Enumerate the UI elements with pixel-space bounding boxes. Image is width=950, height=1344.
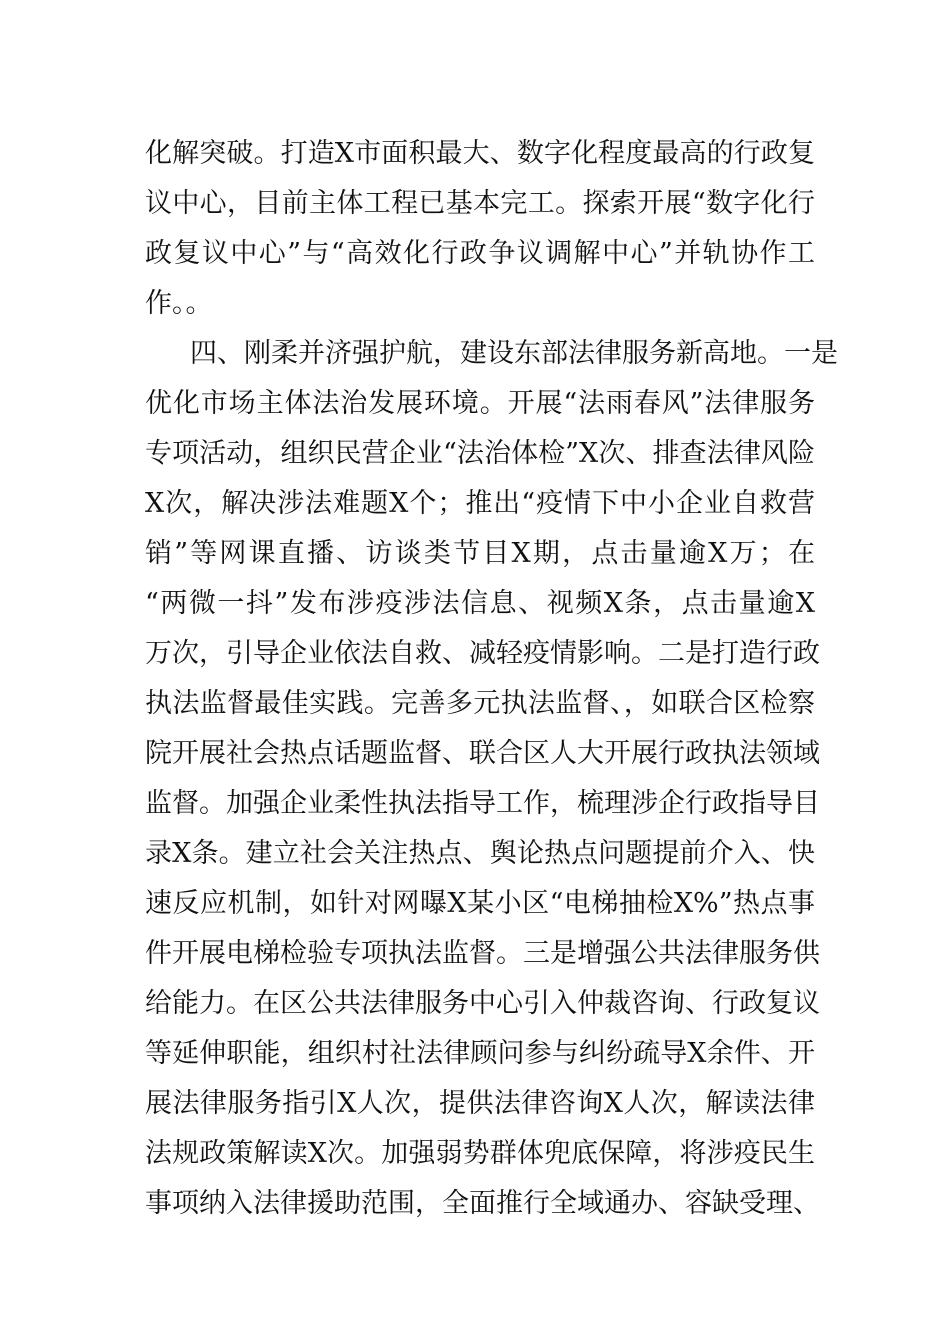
text-line: 法规政策解读X次。加强弱势群体兜底保障，将涉疫民生 [145, 1138, 815, 1169]
text-line: 政复议中心”与“高效化行政争议调解中心”并轨协作工 [145, 238, 815, 269]
text-line: 速反应机制，如针对网曝X某小区“电梯抽检X%”热点事 [145, 888, 815, 919]
text-line: 件开展电梯检验专项执法监督。三是增强公共法律服务供 [145, 938, 820, 969]
text-line: 销”等网课直播、访谈类节目X期，点击量逾X万；在 [145, 538, 815, 569]
text-line: 化解突破。打造X市面积最大、数字化程度最高的行政复 [145, 138, 815, 169]
text-line: 展法律服务指引X人次，提供法律咨询X人次，解读法律 [145, 1088, 815, 1119]
text-line: 事项纳入法律援助范围，全面推行全域通办、容缺受理、 [145, 1188, 820, 1219]
text-line: 优化市场主体法治发展环境。开展“法雨春风”法律服务 [145, 388, 815, 419]
text-line: 等延伸职能，组织村社法律顾问参与纠纷疏导X余件、开 [145, 1038, 815, 1069]
text-line: 院开展社会热点话题监督、联合区人大开展行政执法领域 [145, 738, 820, 769]
text-line: 作。。 [145, 288, 213, 319]
text-line: 万次，引导企业依法自救、减轻疫情影响。二是打造行政 [145, 638, 820, 669]
text-line: 执法监督最佳实践。完善多元执法监督、，如联合区检察 [145, 688, 815, 719]
text-line: 给能力。在区公共法律服务中心引入仲裁咨询、行政复议 [145, 988, 820, 1019]
text-line: 专项活动，组织民营企业“法治体检”X次、排查法律风险 [145, 438, 815, 469]
text-line: “两微一抖”发布涉疫涉法信息、视频X条，点击量逾X [145, 588, 815, 619]
text-line: 议中心，目前主体工程已基本完工。探索开展“数字化行 [145, 188, 815, 219]
paragraph-start-line: 四、刚柔并济强护航，建设东部法律服务新高地。一是 [190, 338, 838, 369]
text-line: 监督。加强企业柔性执法指导工作，梳理涉企行政指导目 [145, 788, 820, 819]
text-line: X次，解决涉法难题X个；推出“疫情下中小企业自救营 [145, 488, 815, 519]
text-line: 录X条。建立社会关注热点、舆论热点问题提前介入、快 [145, 838, 815, 869]
